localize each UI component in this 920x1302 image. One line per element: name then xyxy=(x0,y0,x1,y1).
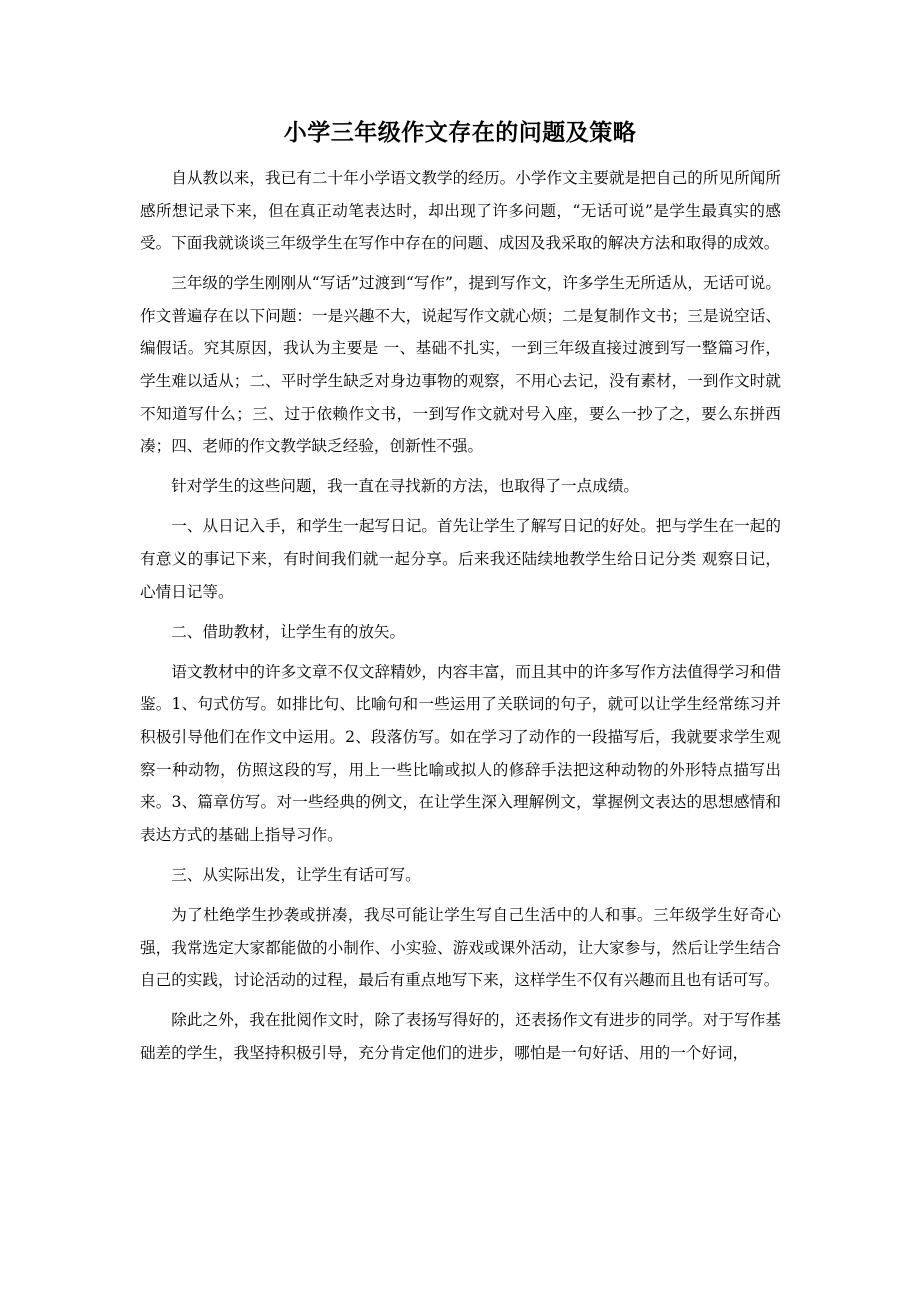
paragraph-strategy-textbook: 语文教材中的许多文章不仅文辞精妙，内容丰富，而且其中的许多写作方法值得学习和借鉴。1、句式仿写。如排比句、比喻句和一些运用了关联词的句子，就可以让学生经常练习并积极引导他们在作文中运用。2、段落仿写。如在学习了动作的一段描写后，我就要求学生观察一种动物，仿照这段的写，用上一些比喻或拟人的修辞手法把这种动物的外形特点描写出来。3、篇章仿写。对一些经典的例文，在让学生深入理解例文，掌握例文表达的思想感情和表达方式的基础上指导习作。 xyxy=(140,662,781,844)
paragraph-problems: 三年级的学生刚刚从“写话”过渡到“写作”，提到写作文，许多学生无所适从，无话可说。作文普遍存在以下问题：一是兴趣不大，说起写作文就心烦；二是复制作文书；三是说空话、编假话。究其原因，我认为主要是 一、基础不扎实，一到三年级直接过渡到写一整篇习作，学生难以适从；二、平时学生缺乏对身边事物的观察，不用心去记，没有素材，一到作文时就不知道写什么；三、过于依赖作文书，一到写作文就对号入座，要么一抄了之，要么东拼西凑；四、老师的作文教学缺乏经验，创新性不强。 xyxy=(140,274,781,456)
paragraph-evaluation: 除此之外，我在批阅作文时，除了表扬写得好的，还表扬作文有进步的同学。对于写作基础差的学生，我坚持积极引导，充分肯定他们的进步，哪怕是一句好话、用的一个好词， xyxy=(140,1011,781,1062)
paragraph-strategy-practice: 为了杜绝学生抄袭或拼凑，我尽可能让学生写自己生活中的人和事。三年级学生好奇心强，我常选定大家都能做的小制作、小实验、游戏或课外活动，让大家参与，然后让学生结合自己的实践，讨论活动的过程，最后有重点地写下来，这样学生不仅有兴趣而且也有话可写。 xyxy=(140,905,781,990)
paragraph-intro: 自从教以来，我已有二十年小学语文教学的经历。小学作文主要就是把自己的所见所闻所感所想记录下来，但在真正动笔表达时，却出现了许多问题，“无话可说”是学生最真实的感受。下面我就谈谈三年级学生在写作中存在的问题、成因及我采取的解决方法和取得的成效。 xyxy=(140,169,781,253)
document-title: 小学三年级作文存在的问题及策略 xyxy=(283,119,637,146)
paragraph-strategy-diary: 一、从日记入手，和学生一起写日记。首先让学生了解写日记的好处。把与学生在一起的有意义的事记下来，有时间我们就一起分享。后来我还陆续地教学生给日记分类 观察日记，心情日记等。 xyxy=(140,517,781,601)
paragraph-heading-textbook: 二、借助教材，让学生有的放矢。 xyxy=(171,622,406,641)
paragraph-approach: 针对学生的这些问题，我一直在寻找新的方法，也取得了一点成绩。 xyxy=(171,477,640,496)
paragraph-heading-practice: 三、从实际出发，让学生有话可写。 xyxy=(171,865,421,884)
document-body xyxy=(140,162,781,1077)
